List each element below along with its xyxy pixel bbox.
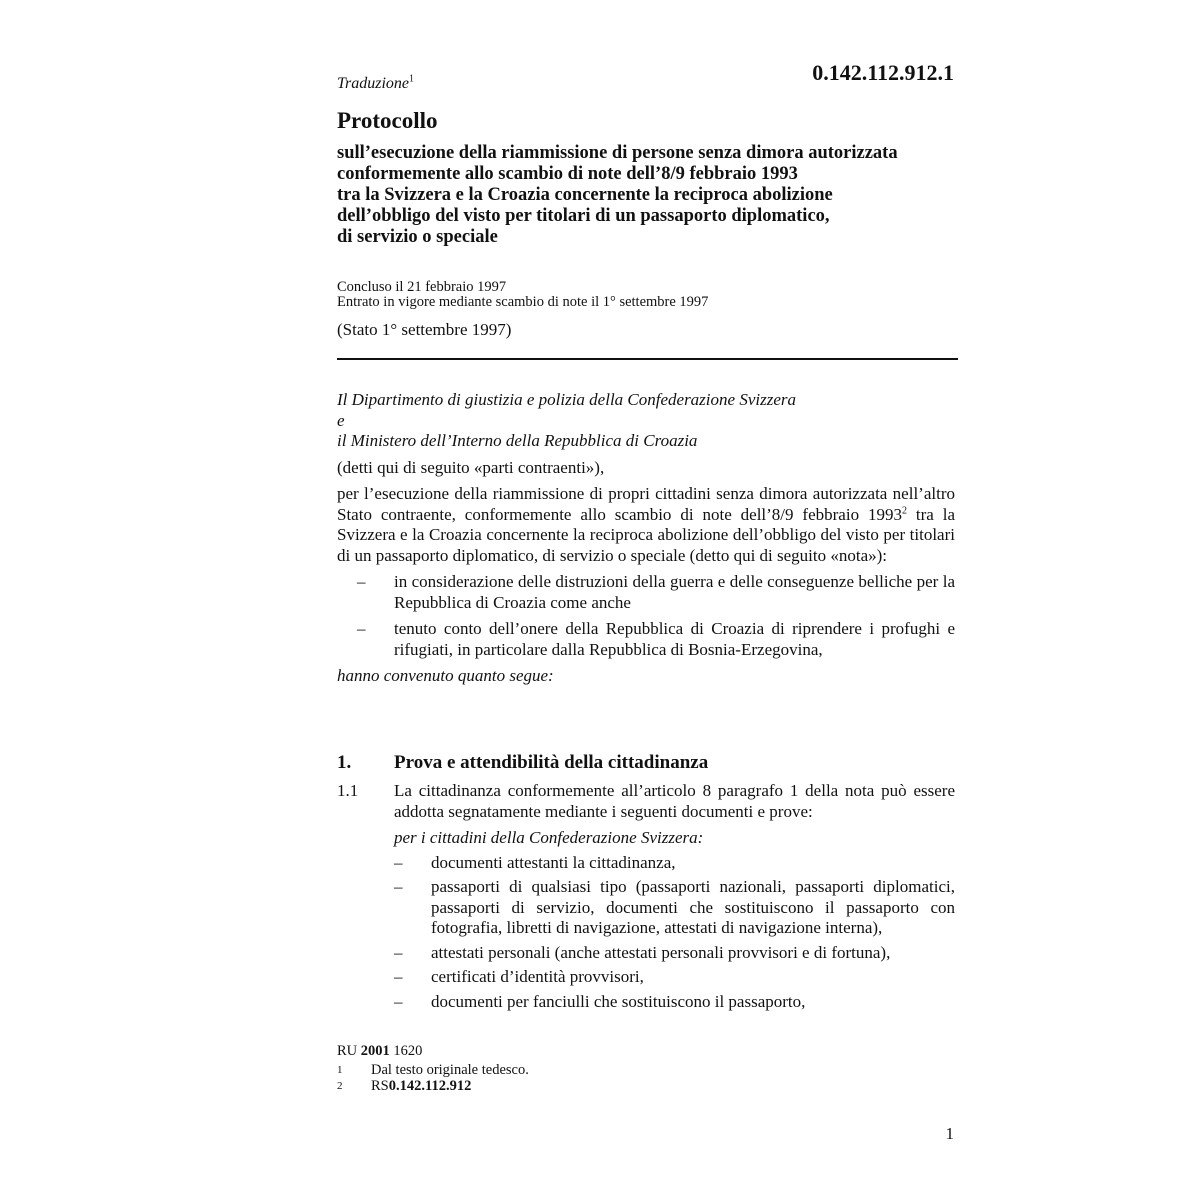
- footnotes: [337, 1063, 529, 1094]
- footnote-ref-1[interactable]: 1: [409, 73, 415, 85]
- status-date: (Stato 1° settembre 1997): [337, 320, 512, 339]
- dash-bullet: –: [394, 877, 403, 896]
- document-meta: [337, 280, 708, 310]
- subtitle-line: conformemente allo scambio di note dell’8/9 febbraio 1993: [337, 164, 798, 184]
- dash-bullet: –: [357, 619, 366, 638]
- purpose-text-a: per l’esecuzione della riammissione di propri cittadini senza dimora autorizzata nell’altro Stato contraente, conformemente allo scambio di note dell’8/9 febbraio 1993: [337, 484, 955, 524]
- document-subtitle: [337, 143, 977, 248]
- footnote-number: 2: [337, 1079, 343, 1092]
- document-title: Protocollo: [337, 108, 438, 133]
- list-item-text: attestati personali (anche attestati personali provvisori e di fortuna),: [431, 942, 891, 962]
- dash-bullet: –: [394, 852, 403, 872]
- article-content: [394, 781, 955, 1012]
- article-number: 1.1: [337, 781, 359, 800]
- subtitle-line: tra la Svizzera e la Croazia concernente la reciproca abolizione: [337, 185, 833, 205]
- dash-bullet: –: [394, 991, 403, 1011]
- considerations-list: [337, 572, 955, 660]
- list-item-text: documenti per fanciulli che sostituiscono il passaporto,: [431, 991, 806, 1011]
- list-item-text: documenti attestanti la cittadinanza,: [431, 852, 676, 872]
- section-number: 1.: [337, 752, 352, 773]
- page-number: 1: [945, 1124, 954, 1143]
- list-item-text: in considerazione delle distruzioni della guerra e delle conseguenze belliche per la Repubblica di Croazia come anche: [394, 572, 955, 612]
- section-title: Prova e attendibilità della cittadinanza: [394, 752, 709, 773]
- list-item-text: passaporti di qualsiasi tipo (passaporti nazionali, passaporti diplomatici, passaporti di servizio, documenti che sostituiscono il passaporto con fotografia, libretti di navigazione, attestati di navigazione interna),: [431, 877, 955, 937]
- list-item: [337, 572, 955, 613]
- footnote-2: [337, 1079, 529, 1095]
- dash-bullet: –: [357, 572, 366, 591]
- dash-bullet: –: [394, 967, 403, 986]
- article-text: La cittadinanza conformemente all’articolo 8 paragrafo 1 della nota può essere addotta segnatamente mediante i seguenti documenti e prove:: [394, 781, 955, 821]
- list-item: [337, 619, 955, 660]
- list-item: [394, 967, 955, 988]
- ru-prefix: RU: [337, 1043, 361, 1059]
- list-item-text: certificati d’identità provvisori,: [431, 967, 644, 986]
- documents-list: [394, 853, 955, 1013]
- parties-definition: (detti qui di seguito «parti contraenti»),: [337, 457, 605, 477]
- sr-number: 0.142.112.912.1: [812, 60, 954, 85]
- header-divider: [337, 358, 958, 360]
- translation-note: [337, 75, 414, 93]
- footnote-text: Dal testo originale tedesco.: [371, 1062, 529, 1078]
- footnote-1: [337, 1063, 529, 1079]
- purpose-paragraph: [337, 484, 955, 566]
- list-item-text: tenuto conto dell’onere della Repubblica di Croazia di riprendere i profughi e rifugiati, in particolare dalla Repubblica di Bosnia-Erzegovina,: [394, 619, 955, 659]
- dash-bullet: –: [394, 942, 403, 962]
- party-2: il Ministero dell’Interno della Repubblica di Croazia: [337, 431, 698, 450]
- official-collection-ref: [337, 1043, 422, 1060]
- list-item: [394, 853, 955, 874]
- footnote-number: 1: [337, 1064, 343, 1076]
- concluded-date: Concluso il 21 febbraio 1997: [337, 279, 507, 295]
- party-1: Il Dipartimento di giustizia e polizia della Confederazione Svizzera: [337, 390, 796, 409]
- subtitle-line: di servizio o speciale: [337, 227, 498, 247]
- section-heading: [337, 752, 708, 774]
- preamble: [337, 390, 955, 687]
- agreement-formula: hanno convenuto quanto segue:: [337, 666, 554, 685]
- footnote-ref-2[interactable]: 2: [901, 504, 907, 516]
- list-item: [394, 992, 955, 1013]
- subtitle-line: sull’esecuzione della riammissione di persone senza dimora autorizzata: [337, 143, 898, 163]
- list-item: [394, 943, 955, 964]
- entry-into-force: Entrato in vigore mediante scambio di note il 1° settembre 1997: [337, 294, 709, 310]
- translation-label: Traduzione: [337, 75, 410, 92]
- footnote-text: RS: [371, 1077, 389, 1094]
- ru-page: 1620: [389, 1043, 423, 1059]
- list-item: [394, 877, 955, 939]
- purpose-text-b: tra la Svizzera e la Croazia concernente la reciproca abolizione dell’obbligo del visto per titolari di un passaporto diplomatico, di servizio o speciale (detto qui di seguito «nota»):: [337, 504, 955, 565]
- ru-year: 2001: [360, 1043, 390, 1059]
- swiss-citizens-heading: per i cittadini della Confederazione Svizzera:: [394, 828, 704, 847]
- conjunction: e: [337, 410, 345, 430]
- article-1-1: [337, 781, 955, 1012]
- subtitle-line: dell’obbligo del visto per titolari di un passaporto diplomatico,: [337, 206, 830, 226]
- footnote-bold[interactable]: 0.142.112.912: [388, 1077, 472, 1094]
